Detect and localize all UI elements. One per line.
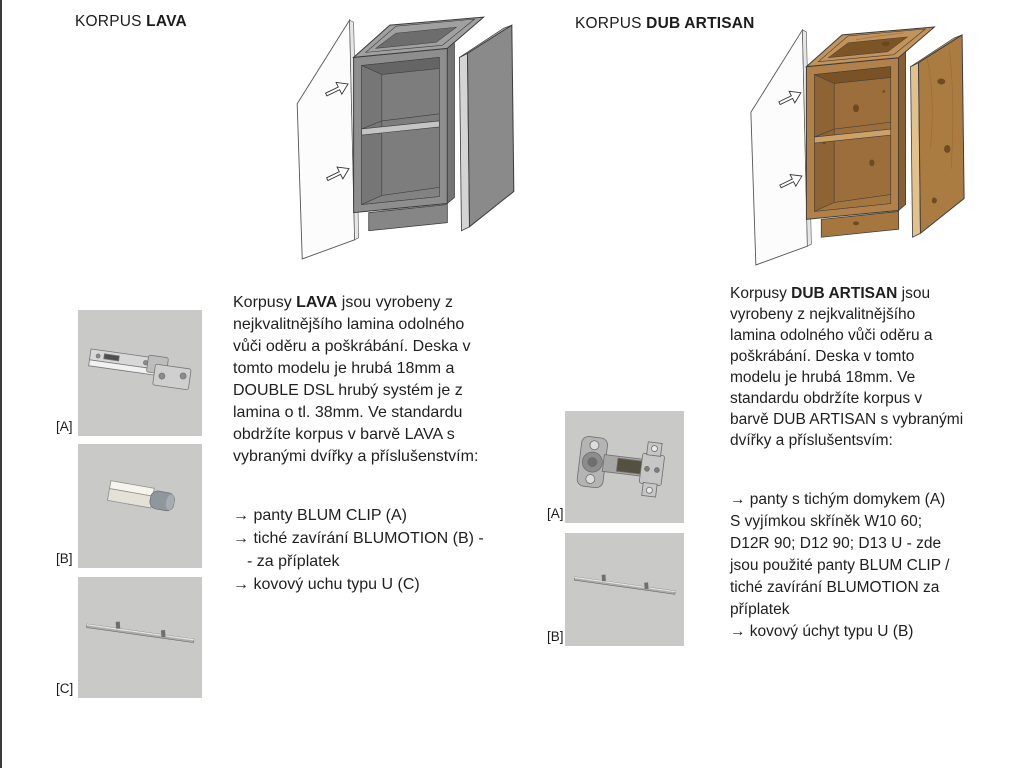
bullet-item-continuation: - za příplatek xyxy=(247,553,340,570)
right-title-name: DUB ARTISAN xyxy=(646,15,755,32)
right-bullet-list xyxy=(730,489,949,643)
bullet-item: → kovový úchyt typu U (B) xyxy=(730,623,914,640)
left-bullet-list xyxy=(233,504,484,596)
bullet-item-continuation: tiché zavírání BLUMOTION za xyxy=(730,579,940,596)
left-description xyxy=(233,292,478,468)
blumotion-damper-illustration xyxy=(78,444,202,568)
label-c: [C] xyxy=(56,681,74,696)
lava-handle-image xyxy=(78,577,202,698)
text-line: vůči oděru a poškrábání. Deska v xyxy=(233,338,471,355)
lava-damper-image xyxy=(78,444,202,568)
label-b: [B] xyxy=(547,629,564,644)
text-line: modelu je hrubá 18mm. Ve xyxy=(730,369,916,386)
left-title-name: LAVA xyxy=(146,13,187,30)
bullet-item: → tiché zavírání BLUMOTION (B) - xyxy=(233,530,484,547)
artisan-hinge-image xyxy=(565,411,684,523)
text-line: DOUBLE DSL hrubý systém je z xyxy=(233,382,463,399)
bullet-item-continuation: S vyjímkou skříněk W10 60; xyxy=(730,513,923,530)
text-line: standardu obdržíte korpus v xyxy=(730,390,923,407)
label-b: [B] xyxy=(56,551,73,566)
text-line: nejkvalitnějšího lamina odolného xyxy=(233,316,465,333)
bullet-item-continuation: D12R 90; D12 90; D13 U - zde xyxy=(730,535,942,552)
text-line: Korpusy DUB ARTISAN jsou xyxy=(730,285,931,302)
bullet-item-continuation: jsou použité panty BLUM CLIP / xyxy=(730,557,950,574)
text-line: lamina odolného vůči oděru a xyxy=(730,327,933,344)
soft-close-hinge-illustration xyxy=(565,411,684,523)
artisan-handle-image xyxy=(565,533,684,646)
bullet-item: → panty s tichým domykem (A) xyxy=(730,491,946,508)
u-handle-illustration xyxy=(565,533,684,646)
text-line: Korpusy LAVA jsou vyrobeny z xyxy=(233,294,453,311)
text-line: vybranými dvířky a příslušenstvím: xyxy=(233,448,479,465)
text-line: dvířky a příslušentsvím: xyxy=(730,432,893,449)
text-line: obdržíte korpus v barvě LAVA s xyxy=(233,426,455,443)
label-a: [A] xyxy=(56,419,73,434)
lava-cabinet-drawing xyxy=(283,4,525,266)
text-line: poškrábání. Deska v tomto xyxy=(730,348,915,365)
text-line: vyrobeny z nejkvalitnějšího xyxy=(730,306,916,323)
right-description xyxy=(730,283,963,451)
bullet-item: → kovový uchu typu U (C) xyxy=(233,576,420,593)
lava-hinge-image xyxy=(78,310,202,436)
left-title-prefix: KORPUS xyxy=(75,13,147,30)
left-title xyxy=(75,13,187,31)
bullet-item-continuation: příplatek xyxy=(730,601,790,618)
text-line: lamina o tl. 38mm. Ve standardu xyxy=(233,404,463,421)
right-title xyxy=(575,15,755,33)
left-edge-line xyxy=(0,0,2,768)
right-title-prefix: KORPUS xyxy=(575,15,647,32)
text-line: barvě DUB ARTISAN s vybranými xyxy=(730,411,964,428)
label-a: [A] xyxy=(547,506,564,521)
text-line: tomto modelu je hrubá 18mm a xyxy=(233,360,455,377)
blum-clip-hinge-illustration xyxy=(78,310,202,436)
bullet-item: → panty BLUM CLIP (A) xyxy=(233,507,407,524)
dub-artisan-cabinet-drawing xyxy=(737,14,975,272)
u-handle-illustration xyxy=(78,577,202,698)
